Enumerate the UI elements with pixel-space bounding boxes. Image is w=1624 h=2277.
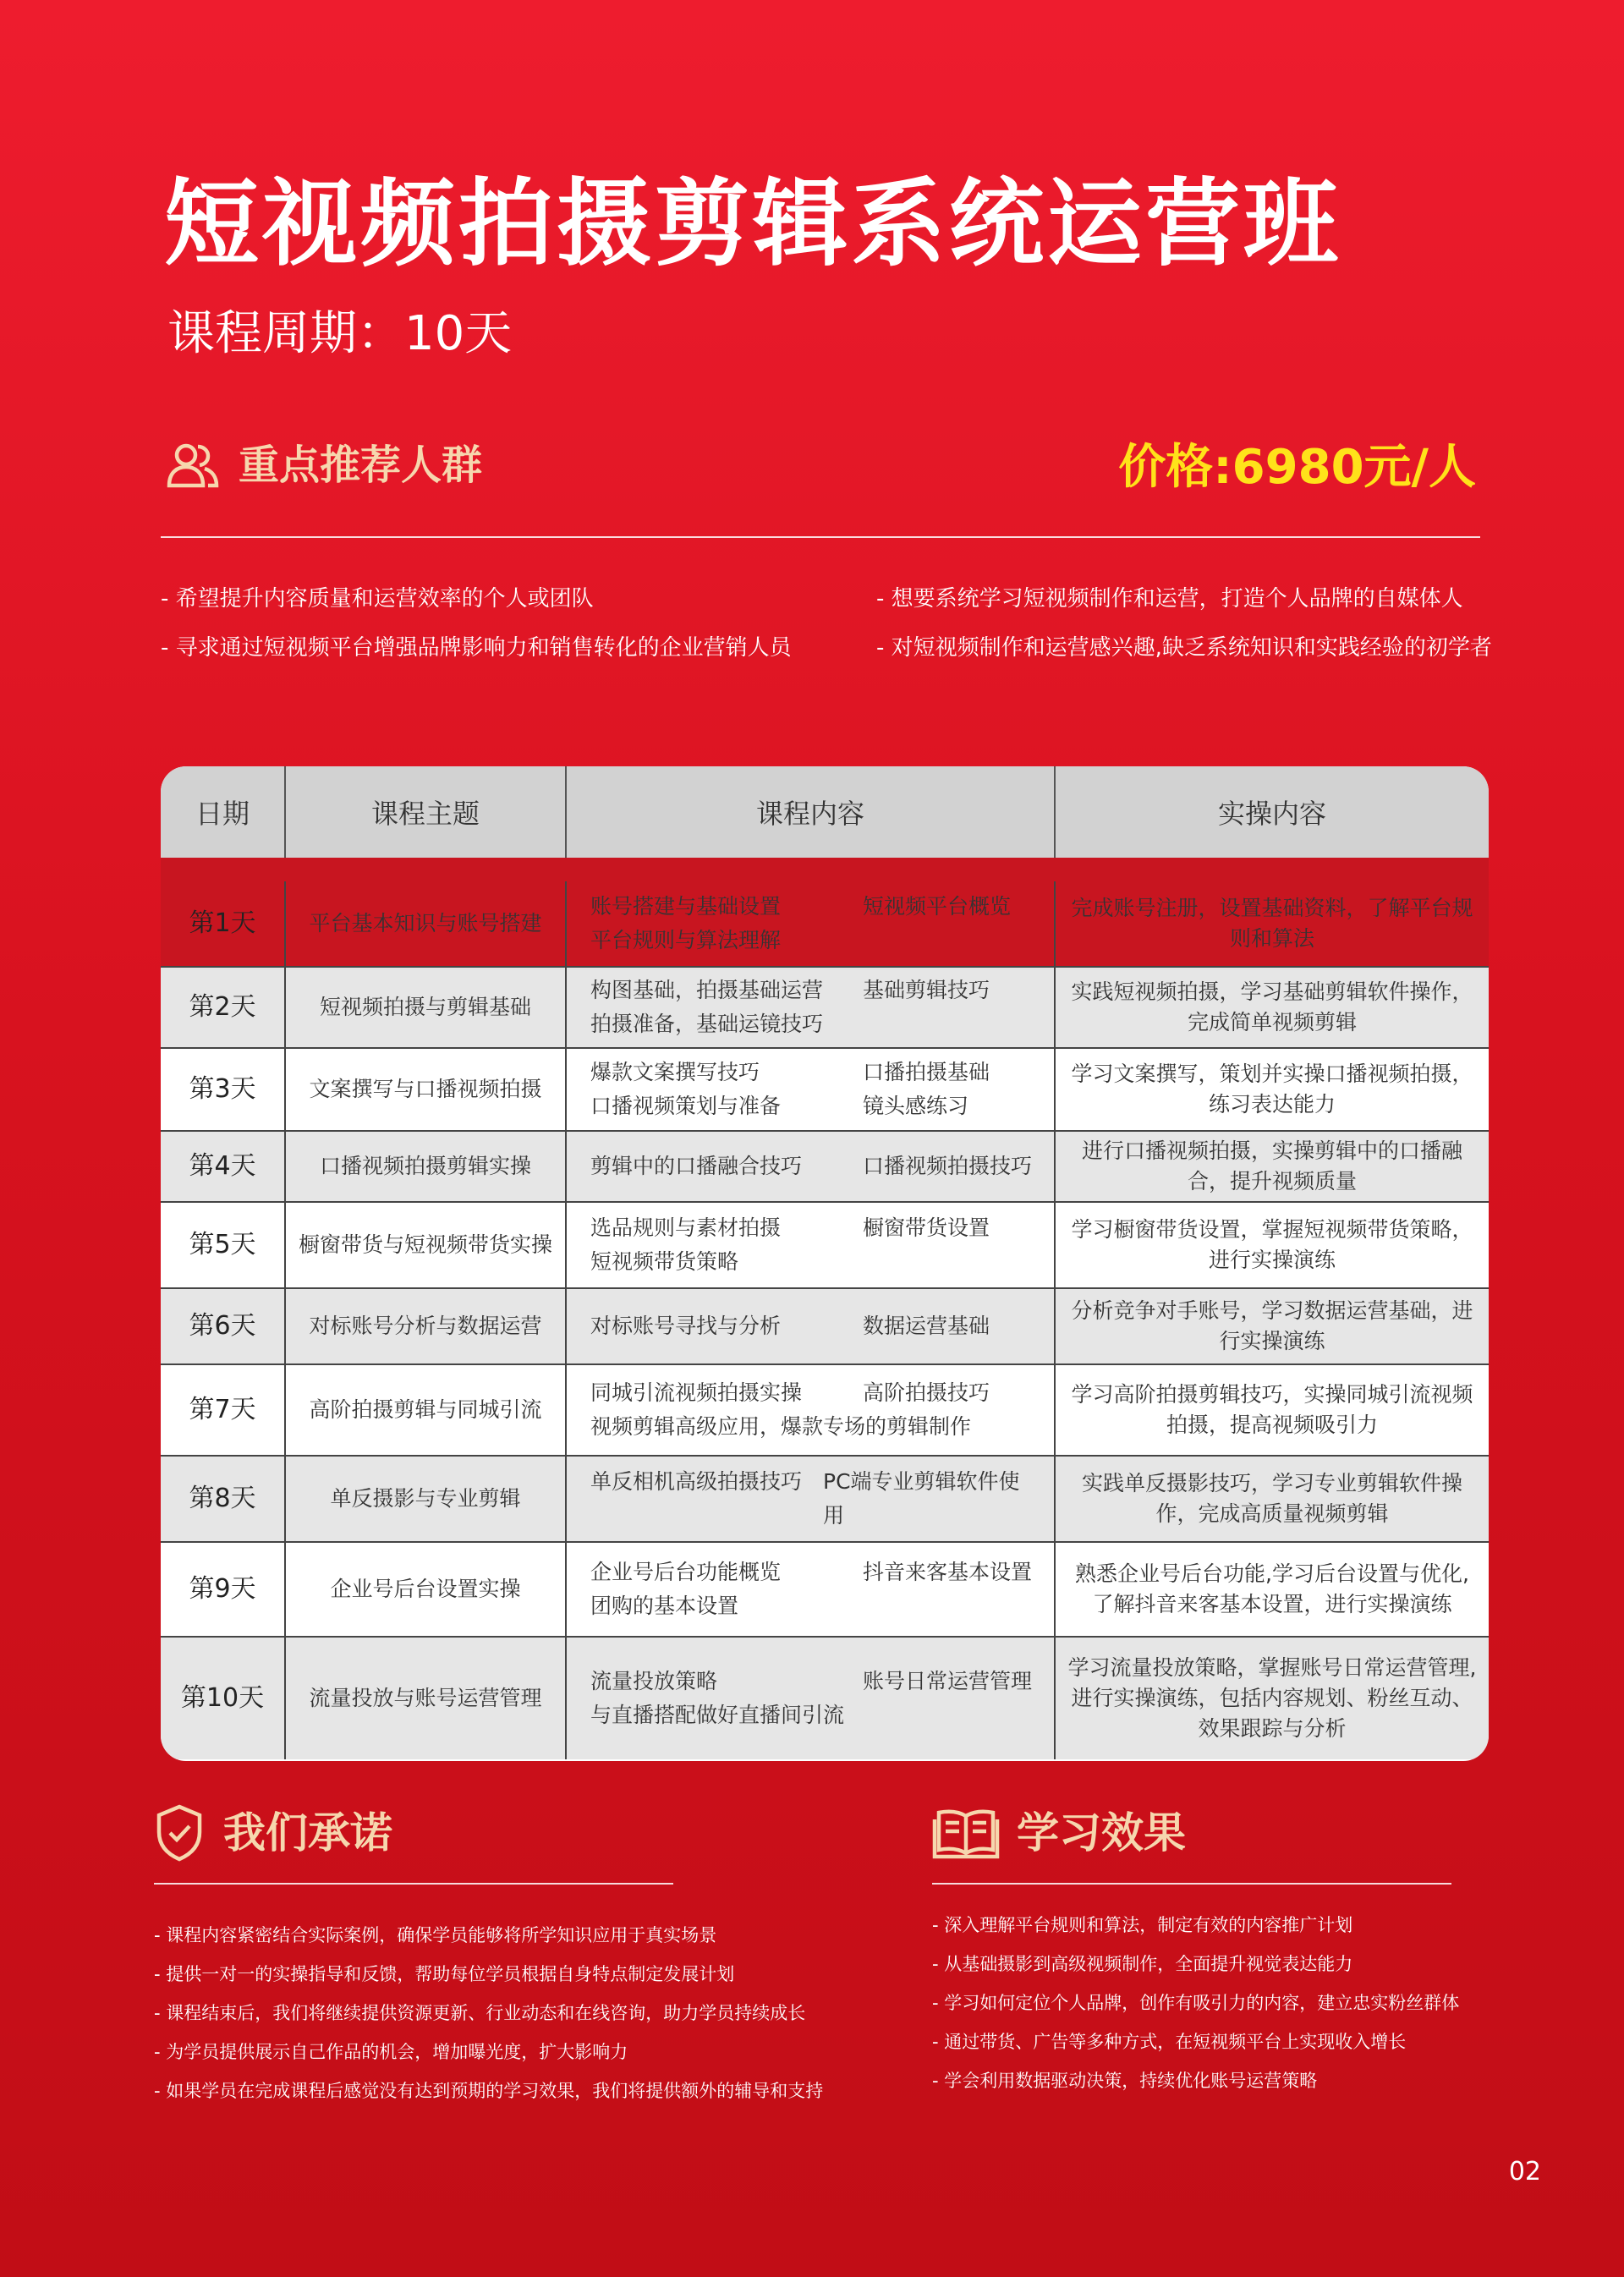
day-cell: 第10天 [161,1638,286,1759]
promise-item: - 课程内容紧密结合实际案例，确保学员能够将所学知识应用于真实场景 [154,1925,717,1945]
table-row [161,1049,1489,1132]
content-item: 口播拍摄基础 [863,1060,990,1084]
day-cell: 第1天 [161,881,286,966]
theme-cell: 口播视频拍摄剪辑实操 [286,1132,567,1201]
practice-cell: 学习流量投放策略，掌握账号日常运营管理,进行实操演练，包括内容规划、粉丝互动、效果跟踪与分析 [1067,1655,1477,1741]
practice-cell: 实践单反摄影技巧，学习专业剪辑软件操作，完成高质量视频剪辑 [1081,1471,1462,1526]
table-header [161,766,1489,858]
page-title: 短视频拍摄剪辑系统运营班 [164,169,1341,279]
content-cell [567,1289,1056,1363]
audience-item: - 寻求通过短视频平台增强品牌影响力和销售转化的企业营销人员 [161,635,792,661]
day-cell: 第5天 [161,1203,286,1287]
shield-check-icon [154,1803,205,1863]
people-icon [164,440,222,491]
day-cell: 第2天 [161,968,286,1047]
practice-cell: 完成账号注册，设置基础资料，了解平台规则和算法 [1071,896,1473,951]
practice-cell: 学习高阶拍摄剪辑技巧，实操同城引流视频拍摄，提高视频吸引力 [1071,1382,1473,1437]
theme-cell: 平台基本知识与账号搭建 [286,881,567,966]
promise-item: - 提供一对一的实操指导和反馈，帮助每位学员根据自身特点制定发展计划 [154,1964,735,1984]
open-book-icon [932,1806,1000,1860]
table-row [161,1543,1489,1638]
table-row [161,968,1489,1049]
content-item: 单反相机高级拍摄技巧 [590,1469,803,1494]
table-row [161,1457,1489,1543]
practice-cell: 学习橱窗带货设置，掌握短视频带货策略，进行实操演练 [1071,1217,1473,1272]
content-cell [567,1365,1056,1455]
table-body [161,875,1489,1759]
day-cell: 第6天 [161,1289,286,1363]
effect-item: - 学习如何定位个人品牌，创作有吸引力的内容，建立忠实粉丝群体 [932,1993,1460,2013]
header-practice: 实操内容 [1217,798,1326,830]
practice-cell: 实践短视频拍摄，学习基础剪辑软件操作，完成简单视频剪辑 [1071,979,1473,1034]
content-item: 同城引流视频拍摄实操 [590,1380,803,1405]
content-item: 流量投放策略 [590,1669,718,1693]
content-item: 平台规则与算法理解 [590,928,782,952]
table-row [161,881,1489,968]
theme-cell: 对标账号分析与数据运营 [286,1289,567,1363]
price-label: 价格:6980元/人 [1118,440,1476,495]
promise-item: - 如果学员在完成课程后感觉没有达到预期的学习效果，我们将提供额外的辅导和支持 [154,2081,824,2101]
header-theme: 课程主题 [286,766,567,858]
content-cell [567,968,1056,1047]
content-item: 短视频平台概览 [863,894,1012,919]
theme-cell: 文案撰写与口播视频拍摄 [286,1049,567,1130]
theme-cell: 高阶拍摄剪辑与同城引流 [286,1365,567,1455]
content-item: PC端专业剪辑软件使用 [823,1469,1020,1528]
theme-cell: 企业号后台设置实操 [286,1543,567,1636]
effect-item: - 通过带货、广告等多种方式，在短视频平台上实现收入增长 [932,2032,1407,2052]
promise-heading [154,1803,392,1863]
content-item: 剪辑中的口播融合技巧 [590,1154,803,1178]
effect-item: - 深入理解平台规则和算法，制定有效的内容推广计划 [932,1915,1353,1935]
audience-item: - 希望提升内容质量和运营效率的个人或团队 [161,586,594,612]
content-item: 爆款文案撰写技巧 [590,1060,760,1084]
day-cell: 第7天 [161,1365,286,1455]
content-cell [567,1049,1056,1130]
promise-heading-label: 我们承诺 [223,1808,392,1857]
page-number: 02 [1508,2157,1541,2186]
theme-cell: 橱窗带货与短视频带货实操 [286,1203,567,1287]
content-item: 团购的基本设置 [590,1594,739,1618]
table-row [161,1638,1489,1759]
content-item: 账号日常运营管理 [863,1669,1033,1693]
effect-heading-label: 学习效果 [1017,1808,1186,1857]
content-item: 镜头感练习 [863,1094,969,1118]
practice-cell: 学习文案撰写，策划并实操口播视频拍摄，练习表达能力 [1071,1062,1473,1117]
content-item: 橱窗带货设置 [863,1215,990,1240]
content-cell [567,1203,1056,1287]
effect-heading [932,1803,1186,1863]
content-cell [567,1132,1056,1201]
day-cell: 第8天 [161,1457,286,1541]
content-item: 抖音来客基本设置 [863,1560,1033,1584]
content-item: 视频剪辑高级应用，爆款专场的剪辑制作 [590,1414,972,1439]
table-row [161,1132,1489,1203]
content-cell [567,1543,1056,1636]
course-schedule-table [161,766,1489,1761]
content-cell [567,1638,1056,1759]
content-item: 高阶拍摄技巧 [863,1380,990,1405]
content-item: 拍摄准备，基础运镜技巧 [590,1012,824,1036]
promise-item: - 为学员提供展示自己作品的机会，增加曝光度，扩大影响力 [154,2042,628,2062]
table-row [161,1365,1489,1457]
theme-cell: 短视频拍摄与剪辑基础 [286,968,567,1047]
content-item: 对标账号寻找与分析 [590,1314,782,1338]
promise-item: - 课程结束后，我们将继续提供资源更新、行业动态和在线咨询，助力学员持续成长 [154,2003,806,2023]
content-item: 构图基础，拍摄基础运营 [590,978,824,1002]
day-cell: 第4天 [161,1132,286,1201]
header-content: 课程内容 [567,766,1056,858]
audience-heading [164,438,482,492]
audience-heading-label: 重点推荐人群 [239,442,483,489]
content-item: 基础剪辑技巧 [863,978,990,1002]
divider [161,536,1480,538]
effect-item: - 从基础摄影到高级视频制作，全面提升视觉表达能力 [932,1954,1353,1974]
table-row [161,1289,1489,1365]
content-item: 与直播搭配做好直播间引流 [590,1703,845,1727]
practice-cell: 熟悉企业号后台功能,学习后台设置与优化,了解抖音来客基本设置，进行实操演练 [1075,1561,1469,1616]
content-item: 数据运营基础 [863,1314,990,1338]
divider [932,1883,1451,1885]
audience-item: - 想要系统学习短视频制作和运营，打造个人品牌的自媒体人 [876,586,1463,612]
divider [154,1883,673,1885]
content-item: 口播视频拍摄技巧 [863,1154,1033,1178]
effect-item: - 学会利用数据驱动决策，持续优化账号运营策略 [932,2071,1318,2091]
content-item: 口播视频策划与准备 [590,1094,782,1118]
content-item: 企业号后台功能概览 [590,1560,782,1584]
content-cell [567,881,1056,966]
content-item: 选品规则与素材拍摄 [590,1215,782,1240]
theme-cell: 流量投放与账号运营管理 [286,1638,567,1759]
table-row [161,1203,1489,1289]
header-date: 日期 [161,766,286,858]
audience-item: - 对短视频制作和运营感兴趣,缺乏系统知识和实践经验的初学者 [876,635,1492,661]
theme-cell: 单反摄影与专业剪辑 [286,1457,567,1541]
content-item: 账号搭建与基础设置 [590,894,782,919]
content-item: 短视频带货策略 [590,1249,739,1274]
course-duration: 课程周期：10天 [167,306,513,361]
day-cell: 第3天 [161,1049,286,1130]
practice-cell: 进行口播视频拍摄，实操剪辑中的口播融合，提升视频质量 [1081,1138,1462,1193]
content-cell [567,1457,1056,1541]
practice-cell: 分析竞争对手账号，学习数据运营基础，进行实操演练 [1071,1298,1473,1353]
day-cell: 第9天 [161,1543,286,1636]
